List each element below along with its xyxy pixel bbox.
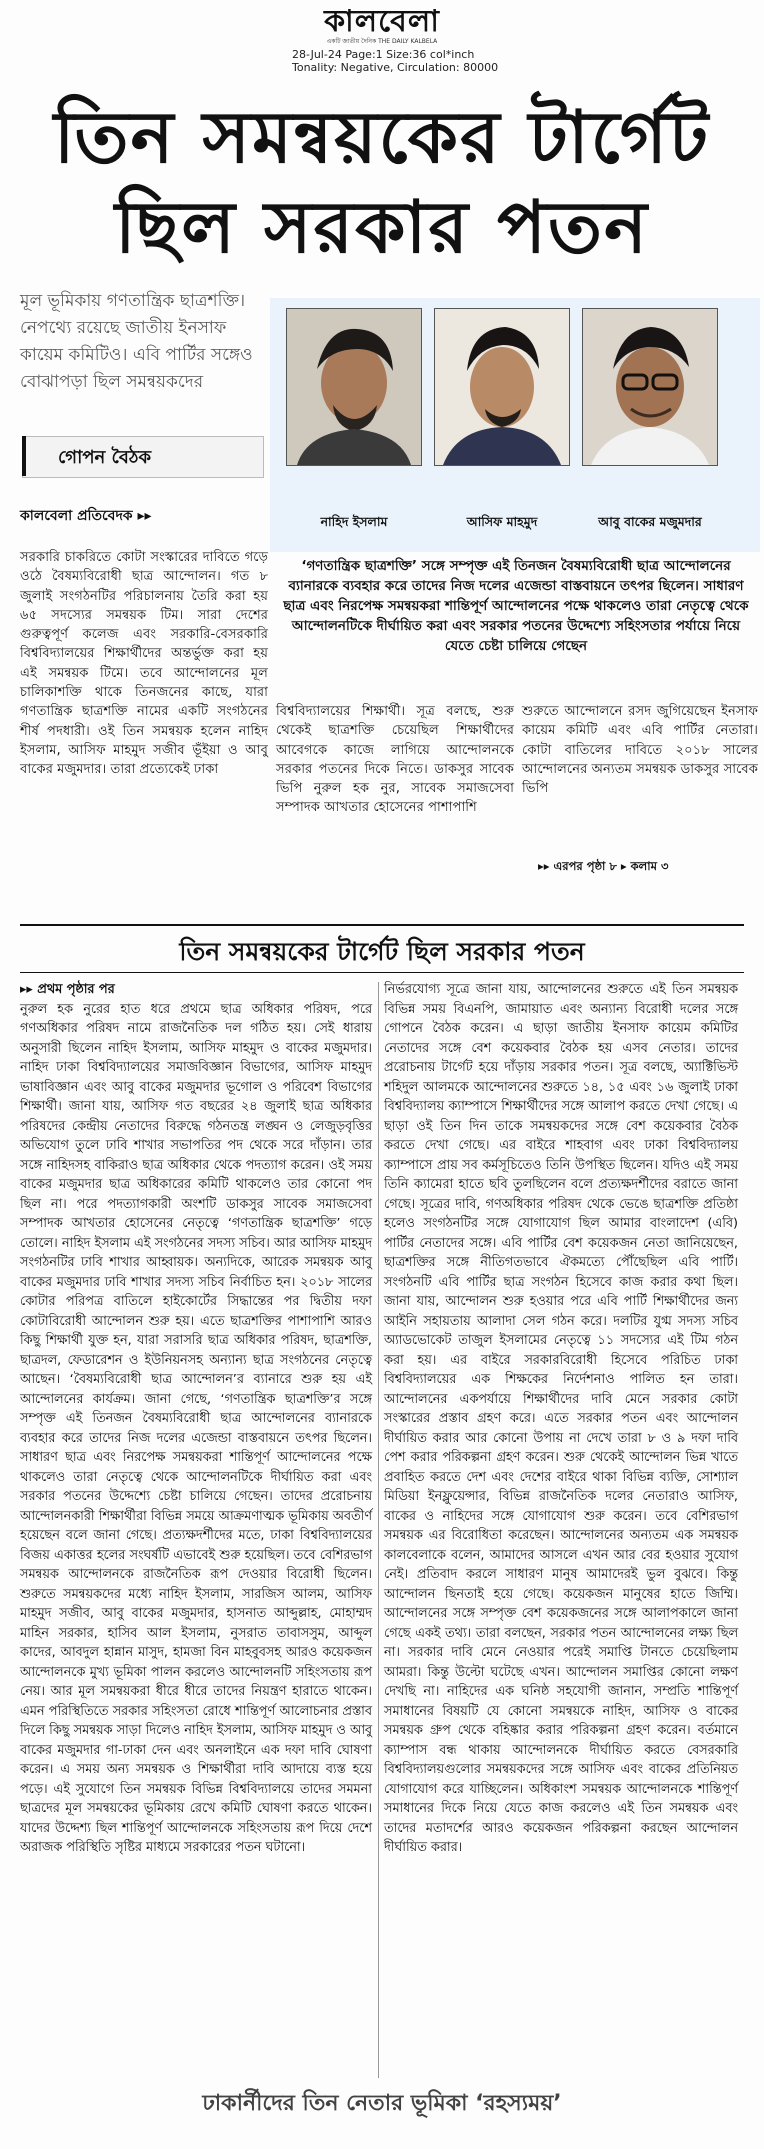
jump-right-column	[384, 980, 738, 1858]
jump-left-column	[20, 980, 372, 1858]
subhead-accent	[22, 436, 26, 476]
person-name-asif: আসিফ মাহমুদ	[466, 514, 538, 529]
front-column-1: সরকারি চাকরিতে কোটা সংস্কারের দাবিতে গড়ে ওঠে বৈষম্যবিরোধী ছাত্র আন্দোলন। গত ৮ জুলাই সংগঠনটির পরিচালনায় তৈরি করা হয় ৬৫ সদস্যের সমন্বয়ক টিম। সারা দেশের গুরুত্বপূর্ণ কলেজ এবং সরকারি-বেসরকারি বিশ্ববিদ্যালয়ের শিক্ষার্থীদের অন্তর্ভুক্ত করা হয় এই সমন্বয়ক টিমে। তবে আন্দোলনের মূল চালিকাশক্তি থাকে তিনজনের কাছে, যারা গণতান্ত্রিক ছাত্রশক্তি নামের একটি সংগঠনের শীর্ষ পদধারী। ওই তিন সমন্বয়ক হলেন নাহিদ ইসলাম, আসিফ মাহমুদ সজীব ভূঁইয়া ও আবু বাকের মজুমদার। তারা প্রত্যেকেই ঢাকা	[20, 550, 268, 778]
byline: কালবেলা প্রতিবেদক ▸▸	[20, 508, 152, 524]
meta-line-1: 28-Jul-24 Page:1 Size:36 col*inch	[292, 48, 475, 61]
portrait-image	[435, 309, 569, 465]
person-name-baker: আবু বাকের মজুমদার	[598, 514, 702, 529]
meta-line-2: Tonality: Negative, Circulation: 80000	[292, 61, 499, 74]
headline-line-2: ছিল সরকার পতন	[115, 184, 649, 269]
jump-right-text: নির্ভরযোগ্য সূত্রে জানা যায়, আন্দোলনের শুরুতে এই তিন সমন্বয়ক বিভিন্ন সময় বিএনপি, জামায়াত এবং অন্যান্য বিরোধী দলের সঙ্গে গোপনে বৈঠক করেন। এ ছাড়া জাতীয় ইনসাফ কায়েম কমিটির নেতাদের সঙ্গে বেশ কয়েকবার বৈঠক হয় এসব নেতার। তাদের প্ররোচনায় টার্গেট হয়ে দাঁড়ায় সরকার পতন। সূত্র বলছে, অ্যাক্টিভিস্ট শহিদুল আলমকে আন্দোলনের শুরুতে ১৪, ১৫ এবং ১৬ জুলাই ঢাকা বিশ্ববিদ্যালয় ক্যাম্পাসে শিক্ষার্থীদের সঙ্গে আলাপ করতে দেখা গেছে। এ ছাড়া ওই তিন দিন তাকে সমন্বয়কদের সঙ্গে বেশ কয়েকবার বৈঠক করতে দেখা গেছে। এর বাইরে শাহবাগ এবং ঢাকা বিশ্ববিদ্যালয় ক্যাম্পাসে প্রায় সব কর্মসূচিতেও তিনি উপস্থিত ছিলেন। যদিও এই সময় তিনি ক্যামেরা হাতে ছবি তুলছিলেন বলে প্রত্যক্ষদর্শীদের বরাতে জানা গেছে। সূত্রের দাবি, গণঅধিকার পরিষদ থেকে ভেঙে ছাত্রশক্তি প্রতিষ্ঠা হলেও সংগঠনটির সঙ্গে যোগাযোগ ছিল আমার বাংলাদেশ (এবি) পার্টির নেতাদের সঙ্গে। এবি পার্টির বেশ কয়েকজন নেতা জানিয়েছেন, ছাত্রশক্তির সঙ্গে নীতিগতভাবে ঐকমত্যে পৌঁছেছিল এবি পার্টি। সংগঠনটি এবি পার্টির ছাত্র সংগঠন হিসেবে কাজ করার কথা ছিল। জানা যায়, আন্দোলন শুরু হওয়ার পরে এবি পার্টি শিক্ষার্থীদের জন্য আইনি সহায়তায় আলাদা সেল গঠন করে। দলটির যুগ্ম সদস্য সচিব অ্যাডভোকেট তাজুল ইসলামের নেতৃত্বে ১১ সদস্যের এই টিম গঠন করা হয়। এর বাইরে সরকারবিরোধী হিসেবে পরিচিত ঢাকা বিশ্ববিদ্যালয়ের এক শিক্ষকের নির্দেশনাও পালিত হন তারা। আন্দোলনের একপর্যায়ে শিক্ষার্থীদের দাবি মেনে সরকার কোটা সংস্কারের প্রস্তাব গ্রহণ করে। এতে সরকার পতন এবং আন্দোলন দীর্ঘায়িত করার আর কোনো উপায় না দেখে তারা ৮ ও ৯ দফা দাবি পেশ করার পরিকল্পনা গ্রহণ করেন। শুরু থেকেই আন্দোলন ভিন্ন খাতে প্রবাহিত করতে দেশ এবং দেশের বাইরে থাকা বিভিন্ন ব্যক্তি, সোশ্যাল মিডিয়া ইনফ্লুয়েন্সার, বিভিন্ন রাজনৈতিক দলের নেতারাও আসিফ, বাকের ও নাহিদের সঙ্গে যোগাযোগ শুরু করেন। তবে বেশিরভাগ সমন্বয়ক এর বিরোধিতা করেছেন। আন্দোলনের অন্যতম এক সমন্বয়ক কালবেলাকে বলেন, আমাদের আসলে এখন আর বের হওয়ার সুযোগ নেই। প্রতিবাদ করলে সাধারণ মানুষ আমাদেরই ভুল বুঝবে। কিন্তু আন্দোলন ছিনতাই হয়ে গেছে। কয়েকজন মানুষের হাতে জিম্মি। আন্দোলনের সঙ্গে সম্পৃক্ত বেশ কয়েকজনের সঙ্গে আলাপকালে জানা গেছে একই তথ্য। তারা বলছেন, সরকার পতন আন্দোলনের লক্ষ্য ছিল না। সরকার দাবি মেনে নেওয়ার পরেই সমাপ্তি টানতে চেয়েছিলাম আমরা। কিন্তু উল্টো ঘটেছে এখন। আন্দোলন সমাপ্তির কোনো লক্ষণ দেখছি না। নাহিদের এক ঘনিষ্ঠ সহযোগী জানান, সম্প্রতি শান্তিপূর্ণ সমাধানের বিষয়টি যে কোনো সমন্বয়কে নাহিদ, আসিফ ও বাকের সমন্বয়ক গ্রুপ থেকে বহিষ্কার করার পরিকল্পনা গ্রহণ করেন। বর্তমানে ক্যাম্পাস বন্ধ থাকায় আন্দোলনকে দীর্ঘায়িত করতে বেসরকারি বিশ্ববিদ্যালয়গুলোর সমন্বয়কদের সঙ্গে আসিফ এবং বাকের প্রতিনিয়ত যোগাযোগ করে যাচ্ছিলেন। অধিকাংশ সমন্বয়ক আন্দোলনকে শান্তিপূর্ণ সমাধানের দিকে নিয়ে যেতে কাজ করলেও এই তিন সমন্বয়ক এবং তাদের মতাদর্শের আরও কয়েকজন পরিকল্পনা করছেন আন্দোলন দীর্ঘায়িত করার।	[384, 982, 738, 1855]
photo-nahid	[286, 308, 422, 466]
jump-headline: তিন সমন্বয়কের টার্গেট ছিল সরকার পতন	[179, 937, 585, 966]
photo-caption: ‘গণতান্ত্রিক ছাত্রশক্তি’ সঙ্গে সম্পৃক্ত এই তিনজন বৈষম্যবিরোধী ছাত্র আন্দোলনের ব্যানারকে ব্যবহার করে তাদের নিজ দলের এজেন্ডা বাস্তবায়নে তৎপর ছিলেন। সাধারণ ছাত্র এবং নিরপেক্ষ সমন্বয়করা শান্তিপূর্ণ আন্দোলনের পক্ষে থাকলেও তারা নেতৃত্বে থেকে আন্দোলনটিকে দীর্ঘায়িত করা এবং সরকার পতনের উদ্দেশ্যে সহিংসতার পর্যায়ে নিয়ে যেতে চেষ্টা চালিয়ে গেছেন	[283, 558, 749, 654]
bottom-headline-strip: ঢাকার্নীদের তিন নেতার ভূমিকা ‘রহস্যময়’	[202, 2091, 562, 2116]
masthead	[0, 6, 764, 47]
newspaper-logo: কালবেলা	[324, 4, 440, 39]
person-name-nahid: নাহিদ ইসলাম	[320, 514, 388, 529]
jump-left-text: নুরুল হক নুরের হাত ধরে প্রথমে ছাত্র অধিকার পরিষদ, পরে গণঅধিকার পরিষদ নামে রাজনৈতিক দল গঠিত হয়। সেই ধারায় অনুসারী ছিলেন নাহিদ ইসলাম, আসিফ মাহমুদ ও বাকের মজুমদার। নাহিদ ঢাকা বিশ্ববিদ্যালয়ের সমাজবিজ্ঞান বিভাগের, আসিফ মাহমুদ ভাষাবিজ্ঞান এবং আবু বাকের মজুমদার ভূগোল ও পরিবেশ বিভাগের শিক্ষার্থী। জানা যায়, আসিফ গত বছরের ২৪ জুলাই ছাত্র অধিকার পরিষদের কেন্দ্রীয় নেতাদের বিরুদ্ধে গঠনতন্ত্র লঙ্ঘন ও লেজুড়বৃত্তির অভিযোগ তুলে ঢাবি শাখার সভাপতির পদ থেকে সরে দাঁড়ান। তার সঙ্গে নাহিদসহ বাকিরাও ছাত্র অধিকার থেকে পদত্যাগ করেন। ওই সময় বাকের মজুমদার ছাত্র অধিকারের কমিটি থাকলেও তার কোনো পদ ছিল না। পরে পদত্যাগকারী অংশটি ডাকসুর সাবেক সমাজসেবা সম্পাদক আখতার হোসেনের নেতৃত্বে ‘গণতান্ত্রিক ছাত্রশক্তি’ গড়ে তোলে। নাহিদ ইসলাম এই সংগঠনের সদস্য সচিব। আর আসিফ মাহমুদ সংগঠনটির ঢাবি শাখার আহ্বায়ক। অন্যদিকে, আরেক সমন্বয়ক আবু বাকের মজুমদার ঢাবি শাখার সদস্য সচিব নির্বাচিত হন। ২০১৮ সালের কোটার পরিপত্র বাতিলে হাইকোর্টের সিদ্ধান্তের পর দ্বিতীয় দফা কোটাবিরোধী আন্দোলন শুরু হয়। এতে ছাত্রশক্তির পাশাপাশি আরও কিছু শিক্ষার্থী যুক্ত হন, যারা সরাসরি ছাত্র অধিকার পরিষদ, ছাত্রশক্তি, ছাত্রদল, ফেডারেশন ও ইউনিয়নসহ অন্যান্য ছাত্র সংগঠনের নেতৃত্বে আছেন। ‘বৈষম্যবিরোধী ছাত্র আন্দোলন’র ব্যানারে শুরু হয় এই আন্দোলনের কার্যক্রম। জানা গেছে, ‘গণতান্ত্রিক ছাত্রশক্তি’র সঙ্গে সম্পৃক্ত এই তিনজন বৈষম্যবিরোধী ছাত্র আন্দোলনের ব্যানারকে ব্যবহার করে তাদের নিজ দলের এজেন্ডা বাস্তবায়নে তৎপর ছিলেন। সাধারণ ছাত্র এবং নিরপেক্ষ সমন্বয়করা শান্তিপূর্ণ আন্দোলনের পক্ষে থাকলেও তারা নেতৃত্বে থেকে আন্দোলনটিকে দীর্ঘায়িত করা এবং সরকার পতনের উদ্দেশ্যে চেষ্টা চালিয়ে গেছেন। তাদের প্ররোচনায় আন্দোলনকারী শিক্ষার্থীরা বিভিন্ন সময়ে আক্রমণাত্মক ভূমিকায় অবতীর্ণ হয়েছেন বলে জানা গেছে। প্রত্যক্ষদর্শীদের মতে, ঢাকা বিশ্ববিদ্যালয়ের বিজয় একাত্তর হলের সংঘর্ষটি এভাবেই শুরু হয়েছিল। তবে বেশিরভাগ সমন্বয়ক আন্দোলনকে রাজনৈতিক রূপ দেওয়ার বিরোধী ছিলেন। শুরুতে সমন্বয়কদের মধ্যে নাহিদ ইসলাম, সারজিস আলম, আসিফ মাহমুদ সজীব, আবু বাকের মজুমদার, হাসনাত আব্দুল্লাহ, মোহাম্মদ মাহিন সরকার, হাসিব আল ইসলাম, নুসরাত তাবাসসুম, আব্দুল কাদের, আবদুল হান্নান মাসুদ, হামজা বিন মাহবুবসহ আরও কয়েকজন আন্দোলনকে মুখ্য ভূমিকা পালন করলেও আন্দোলনটি সহিংসতায় রূপ নেয়। আর মূল সমন্বয়করা ধীরে ধীরে তাদের নিয়ন্ত্রণ হারাতে থাকেন। এমন পরিস্থিতিতে সরকার সহিংসতা রোধে শান্তিপূর্ণ আলোচনার প্রস্তাব দিলে কিছু সমন্বয়ক সাড়া দিলেও নাহিদ ইসলাম, আসিফ মাহমুদ ও আবু বাকের মজুমদার গা-ঢাকা দেন এবং অনলাইনে এক দফা দাবি ঘোষণা করেন। এ সময় অন্য সমন্বয়ক ও শিক্ষার্থীরা দাবি আদায়ে ব্যস্ত হয়ে পড়ে। এই সুযোগে তিন সমন্বয়ক বিভিন্ন বিশ্ববিদ্যালয়ে তাদের সমমনা ছাত্রদের মূল সমন্বয়কের ভূমিকায় রেখে কমিটি ঘোষণা করতে থাকেন। যাদের উদ্দেশ্য ছিল শান্তিপূর্ণ আন্দোলনকে সহিংসতায় রূপ দিয়ে দেশে অরাজক পরিস্থিতি সৃষ্টির মাধ্যমে সরকারের পতন ঘটানো।	[20, 1001, 372, 1855]
newspaper-tagline: একটি জাতীয় দৈনিক THE DAILY KALBELA	[326, 38, 438, 45]
strapline: মূল ভূমিকায় গণতান্ত্রিক ছাত্রশক্তি। নেপথ্যে রয়েছে জাতীয় ইনসাফ কায়েম কমিটিও। এবি পার্টির সঙ্গেও বোঝাপড়া ছিল সমন্বয়কদের	[20, 291, 253, 392]
continued-note: ▸▸ এরপর পৃষ্ঠা ৮ ▸ কলাম ৩	[538, 859, 669, 873]
photo-baker	[582, 308, 718, 466]
clipping-meta	[292, 48, 498, 74]
front-column-2: বিশ্ববিদ্যালয়ের শিক্ষার্থী। সূত্র বলছে, শুরু থেকেই ছাত্রশক্তি চেয়েছিল শিক্ষার্থীদের আবেগকে কাজে লাগিয়ে আন্দোলনকে সরকার পতনের দিকে নিতে। ডাকসুর সাবেক ভিপি নুরুল হক নুর, সাবেক সমাজসেবা সম্পাদক আখতার হোসেনের পাশাপাশি	[276, 704, 514, 816]
portrait-image	[583, 309, 717, 465]
photo-asif	[434, 308, 570, 466]
subhead: গোপন বৈঠক	[58, 447, 152, 468]
headline-underline	[20, 972, 744, 973]
portrait-image	[287, 309, 421, 465]
jump-from-note: ▸▸ প্রথম পৃষ্ঠার পর	[20, 982, 115, 997]
headline-line-1: তিন সমন্বয়কের টার্গেট	[53, 94, 711, 179]
front-column-3: শুরুতে আন্দোলনে রসদ জুগিয়েছেন ইনসাফ কায়েম কমিটি এবং এবি পার্টির নেতারা। কোটা বাতিলের দাবিতে ২০১৮ সালের আন্দোলনের অন্যতম সমন্বয়ক ডাকসুর সাবেক ভিপি	[522, 704, 758, 797]
section-divider	[20, 924, 744, 926]
column-divider	[378, 982, 379, 2078]
